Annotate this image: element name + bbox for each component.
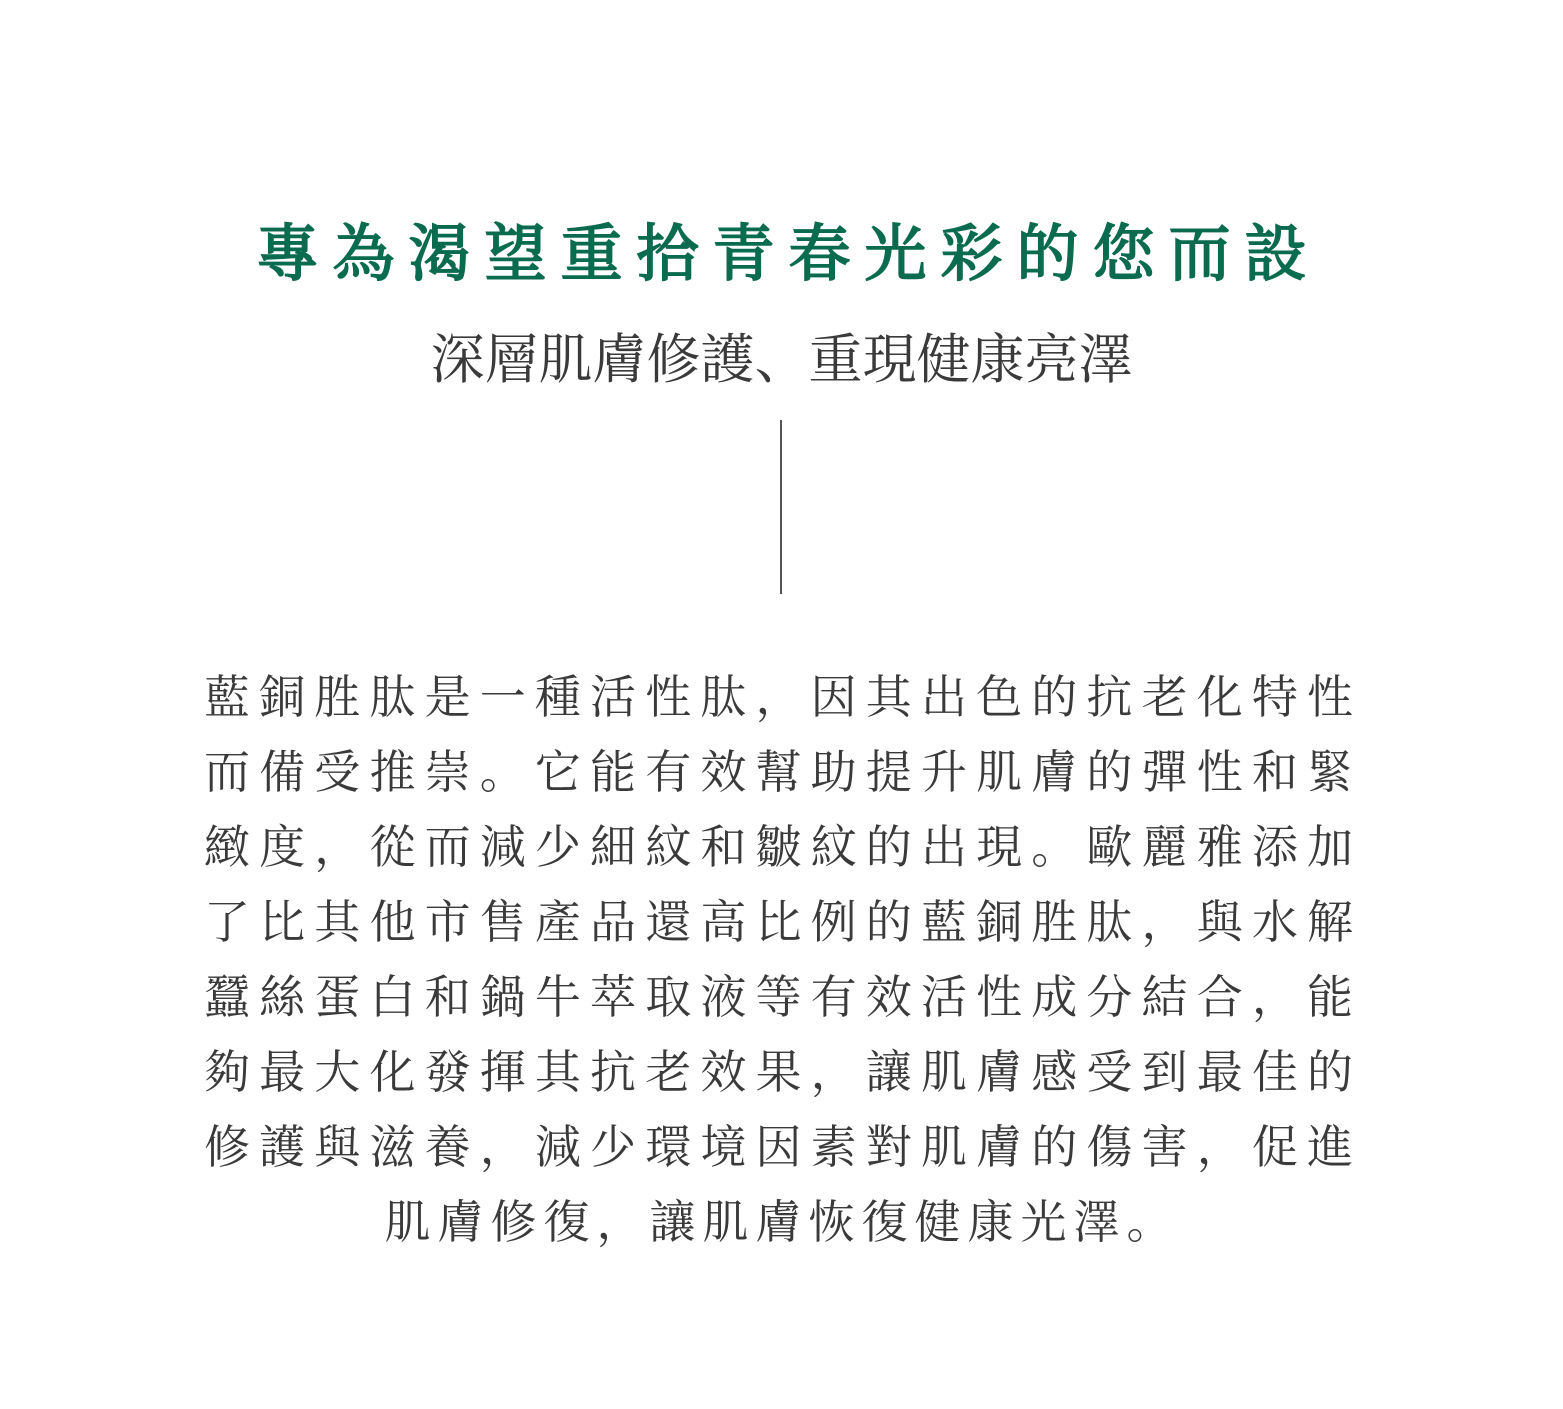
body-line-2: 而備受推崇。它能有效幫助提升肌膚的彈性和緊 [204,745,1360,799]
body-line-4: 了比其他市售產品還高比例的藍銅胜肽，與水解 [204,895,1360,949]
body-paragraph [204,660,1360,1260]
body-line-6: 夠最大化發揮其抗老效果，讓肌膚感受到最佳的 [204,1045,1360,1099]
page-subtitle: 深層肌膚修護、重現健康亮澤 [430,327,1133,391]
body-line-1: 藍銅胜肽是一種活性肽，因其出色的抗老化特性 [204,670,1360,724]
body-line-3: 緻度，從而減少細紋和皺紋的出現。歐麗雅添加 [204,820,1360,874]
page-title: 專為渴望重拾青春光彩的您而設 [256,216,1321,290]
body-line-5: 蠶絲蛋白和鍋牛萃取液等有效活性成分結合，能 [204,970,1360,1024]
body-line-7: 修護與滋養，減少環境因素對肌膚的傷害，促進 [204,1120,1360,1174]
vertical-divider [780,420,782,594]
body-line-8: 肌膚修復，讓肌膚恢復健康光澤。 [384,1195,1180,1249]
